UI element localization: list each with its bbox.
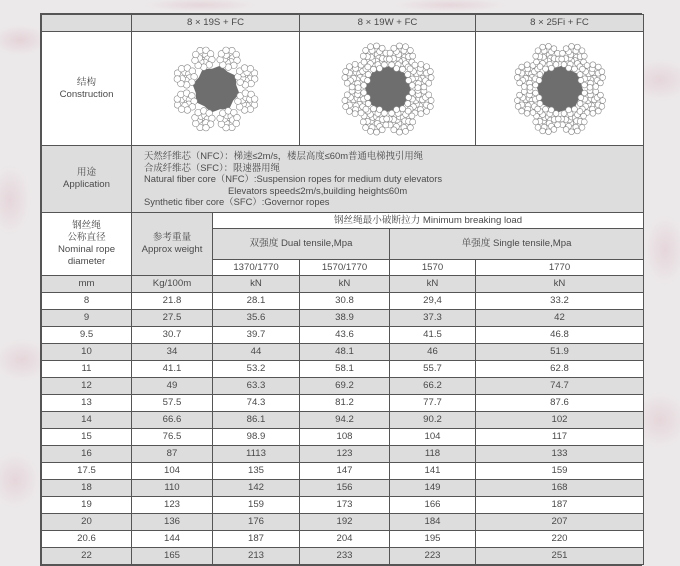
- cell-load-1770: 220: [476, 531, 644, 548]
- table-row: [42, 514, 644, 531]
- table-row: [42, 310, 644, 327]
- cell-load-1770: 51.9: [476, 344, 644, 361]
- cell-load-1770: 46.8: [476, 327, 644, 344]
- cell-load-1570: 223: [390, 548, 476, 565]
- cell-load-1770: 33.2: [476, 293, 644, 310]
- cell-load-1570-1770: 38.9: [300, 310, 390, 327]
- cell-diameter: 16: [42, 446, 132, 463]
- application-line-nfc-en-limits: Elevators speed≤2m/s,building height≤60m: [228, 184, 408, 196]
- cell-weight: 87: [132, 446, 213, 463]
- cell-diameter: 18: [42, 480, 132, 497]
- cell-load-1770: 207: [476, 514, 644, 531]
- cell-diameter: 20.6: [42, 531, 132, 548]
- breaking-load-header: 钢丝绳最小破断拉力 Minimum breaking load: [213, 213, 644, 229]
- weight-header-cn: 参考重量: [152, 232, 192, 243]
- cell-load-1370-1770: 1113: [213, 446, 300, 463]
- cell-load-1570: 118: [390, 446, 476, 463]
- cell-weight: 30.7: [132, 327, 213, 344]
- cell-load-1770: 42: [476, 310, 644, 327]
- cell-load-1770: 159: [476, 463, 644, 480]
- construction-label-cn: 结构: [76, 76, 97, 88]
- rope-spec-sheet: [40, 13, 642, 566]
- cell-load-1570-1770: 81.2: [300, 395, 390, 412]
- table-row: [42, 327, 644, 344]
- unit-diameter: mm: [42, 276, 132, 293]
- cell-load-1770: 187: [476, 497, 644, 514]
- diameter-header-en-2: diameter: [67, 256, 106, 267]
- construction-label-en: Construction: [59, 88, 114, 100]
- cell-weight: 165: [132, 548, 213, 565]
- cell-load-1370-1770: 135: [213, 463, 300, 480]
- cell-load-1370-1770: 28.1: [213, 293, 300, 310]
- cell-load-1570-1770: 192: [300, 514, 390, 531]
- cell-load-1570-1770: 94.2: [300, 412, 390, 429]
- cell-load-1570-1770: 108: [300, 429, 390, 446]
- cell-load-1370-1770: 86.1: [213, 412, 300, 429]
- unit-load-4: kN: [476, 276, 644, 293]
- cell-load-1770: 251: [476, 548, 644, 565]
- unit-load-2: kN: [300, 276, 390, 293]
- cell-load-1570: 77.7: [390, 395, 476, 412]
- table-row: [42, 480, 644, 497]
- cell-load-1570: 104: [390, 429, 476, 446]
- table-row: [42, 497, 644, 514]
- cell-weight: 41.1: [132, 361, 213, 378]
- dual-tensile-header: 双强度 Dual tensile,Mpa: [213, 229, 390, 260]
- cell-load-1570-1770: 69.2: [300, 378, 390, 395]
- unit-load-3: kN: [390, 276, 476, 293]
- cell-load-1770: 117: [476, 429, 644, 446]
- cell-load-1570: 55.7: [390, 361, 476, 378]
- cell-load-1770: 74.7: [476, 378, 644, 395]
- cell-weight: 144: [132, 531, 213, 548]
- table-row: [42, 463, 644, 480]
- cell-load-1570-1770: 123: [300, 446, 390, 463]
- cell-diameter: 13: [42, 395, 132, 412]
- cell-load-1370-1770: 98.9: [213, 429, 300, 446]
- cell-load-1570: 46: [390, 344, 476, 361]
- construction-image-8x19w: [300, 32, 476, 146]
- cell-load-1570-1770: 58.1: [300, 361, 390, 378]
- unit-weight: Kg/100m: [132, 276, 213, 293]
- cell-load-1570: 141: [390, 463, 476, 480]
- cell-load-1370-1770: 142: [213, 480, 300, 497]
- cell-diameter: 19: [42, 497, 132, 514]
- cell-load-1370-1770: 176: [213, 514, 300, 531]
- application-line-sfc-en: Synthetic fiber core（SFC）:Governor ropes: [144, 196, 330, 208]
- table-row: [42, 412, 644, 429]
- cell-weight: 110: [132, 480, 213, 497]
- construction-label: [42, 32, 132, 146]
- cell-load-1370-1770: 44: [213, 344, 300, 361]
- cell-load-1570-1770: 156: [300, 480, 390, 497]
- cell-weight: 21.8: [132, 293, 213, 310]
- cell-load-1570-1770: 30.8: [300, 293, 390, 310]
- diameter-header-en-1: Nominal rope: [57, 244, 116, 255]
- application-label: [42, 146, 132, 213]
- cell-load-1770: 168: [476, 480, 644, 497]
- cell-load-1370-1770: 53.2: [213, 361, 300, 378]
- cell-diameter: 12: [42, 378, 132, 395]
- cell-load-1770: 87.6: [476, 395, 644, 412]
- cell-weight: 123: [132, 497, 213, 514]
- table-row: [42, 344, 644, 361]
- cell-diameter: 9: [42, 310, 132, 327]
- grade-1570: 1570: [390, 260, 476, 276]
- rope-cross-section-8x19w-icon: [335, 37, 441, 141]
- weight-header: [132, 213, 213, 276]
- cell-load-1570-1770: 173: [300, 497, 390, 514]
- table-row: [42, 395, 644, 412]
- construction-image-8x19s: [132, 32, 300, 146]
- type-header-8x25fi: 8 × 25Fi + FC: [476, 15, 644, 32]
- diameter-header-cn-1: 钢丝绳: [72, 220, 101, 231]
- application-line-nfc-cn: 天然纤维芯（NFC）：梯速≤2m/s，楼层高度≤60m普通电梯拽引用绳: [144, 150, 424, 162]
- cell-load-1570: 66.2: [390, 378, 476, 395]
- cell-load-1770: 62.8: [476, 361, 644, 378]
- application-label-cn: 用途: [76, 167, 97, 178]
- application-label-en: Application: [63, 179, 110, 190]
- cell-load-1570: 149: [390, 480, 476, 497]
- application-row: [42, 146, 644, 213]
- cell-load-1570: 37.3: [390, 310, 476, 327]
- cell-load-1370-1770: 213: [213, 548, 300, 565]
- application-description: [132, 146, 644, 213]
- cell-diameter: 10: [42, 344, 132, 361]
- cell-weight: 104: [132, 463, 213, 480]
- cell-load-1370-1770: 74.3: [213, 395, 300, 412]
- cell-load-1570-1770: 147: [300, 463, 390, 480]
- cell-load-1370-1770: 187: [213, 531, 300, 548]
- construction-type-header-row: [42, 15, 644, 32]
- cell-diameter: 14: [42, 412, 132, 429]
- cell-diameter: 11: [42, 361, 132, 378]
- construction-row: [42, 32, 644, 146]
- spec-table: [41, 14, 644, 565]
- unit-load-1: kN: [213, 276, 300, 293]
- cell-load-1370-1770: 35.6: [213, 310, 300, 327]
- cell-weight: 34: [132, 344, 213, 361]
- cell-load-1570-1770: 233: [300, 548, 390, 565]
- cell-weight: 136: [132, 514, 213, 531]
- cell-diameter: 8: [42, 293, 132, 310]
- table-row: [42, 429, 644, 446]
- grade-1770: 1770: [476, 260, 644, 276]
- table-row: [42, 293, 644, 310]
- cell-load-1370-1770: 159: [213, 497, 300, 514]
- cell-weight: 57.5: [132, 395, 213, 412]
- cell-diameter: 15: [42, 429, 132, 446]
- construction-image-8x25fi: [476, 32, 644, 146]
- blank-header-cell: [42, 15, 132, 32]
- diameter-header: [42, 213, 132, 276]
- cell-load-1570: 90.2: [390, 412, 476, 429]
- breaking-load-header-row: [42, 213, 644, 229]
- table-row: [42, 378, 644, 395]
- table-row: [42, 548, 644, 565]
- grade-1370-1770: 1370/1770: [213, 260, 300, 276]
- cell-diameter: 9.5: [42, 327, 132, 344]
- diameter-header-cn-2: 公称直径: [67, 232, 106, 243]
- rope-cross-section-8x25fi-icon: [507, 37, 613, 141]
- table-row: [42, 531, 644, 548]
- single-tensile-header: 单强度 Single tensile,Mpa: [390, 229, 644, 260]
- cell-load-1570-1770: 43.6: [300, 327, 390, 344]
- cell-diameter: 17.5: [42, 463, 132, 480]
- type-header-8x19s: 8 × 19S + FC: [132, 15, 300, 32]
- cell-load-1370-1770: 39.7: [213, 327, 300, 344]
- cell-load-1770: 102: [476, 412, 644, 429]
- cell-weight: 66.6: [132, 412, 213, 429]
- table-row: [42, 446, 644, 463]
- cell-weight: 49: [132, 378, 213, 395]
- application-line-sfc-cn: 合成纤维芯（SFC）：限速器用绳: [144, 161, 280, 173]
- cell-load-1370-1770: 63.3: [213, 378, 300, 395]
- cell-diameter: 22: [42, 548, 132, 565]
- units-row: [42, 276, 644, 293]
- weight-header-en: Approx weight: [141, 244, 203, 255]
- cell-load-1770: 133: [476, 446, 644, 463]
- cell-load-1570: 166: [390, 497, 476, 514]
- cell-load-1570-1770: 48.1: [300, 344, 390, 361]
- cell-load-1570-1770: 204: [300, 531, 390, 548]
- type-header-8x19w: 8 × 19W + FC: [300, 15, 476, 32]
- table-row: [42, 361, 644, 378]
- cell-load-1570: 41.5: [390, 327, 476, 344]
- cell-weight: 27.5: [132, 310, 213, 327]
- application-line-nfc-en: Natural fiber core（NFC）:Suspension ropes for medium duty elevators: [144, 173, 443, 185]
- cell-diameter: 20: [42, 514, 132, 531]
- cell-load-1570: 195: [390, 531, 476, 548]
- cell-weight: 76.5: [132, 429, 213, 446]
- grade-1570-1770: 1570/1770: [300, 260, 390, 276]
- data-rows: [42, 293, 644, 565]
- cell-load-1570: 29,4: [390, 293, 476, 310]
- rope-cross-section-8x19s-icon: [163, 37, 269, 141]
- cell-load-1570: 184: [390, 514, 476, 531]
